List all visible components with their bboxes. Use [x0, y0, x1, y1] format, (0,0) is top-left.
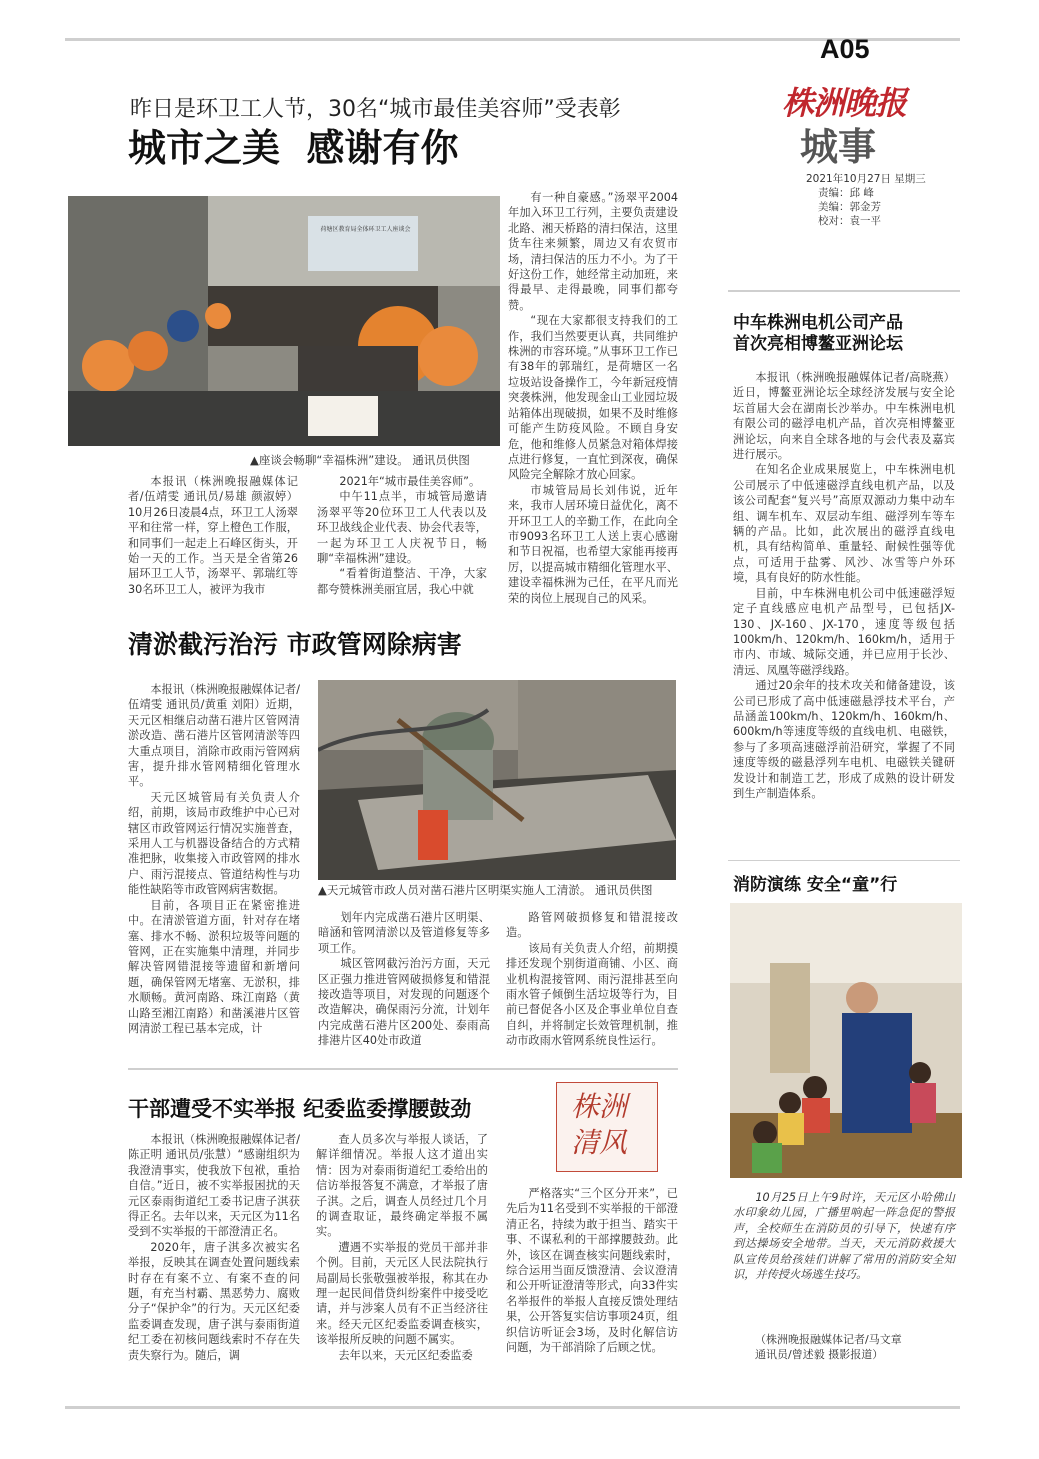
editor-line: 责编：邱 峰 — [818, 187, 874, 199]
proof-line: 校对：袁一平 — [818, 215, 881, 227]
article4-title: 中车株洲电机公司产品 首次亮相博鳌亚洲论坛 — [733, 313, 903, 354]
paragraph: “看着街道整洁、干净，大家都夸赞株洲美丽宜居，我心中就 — [317, 567, 487, 596]
article5-credit — [733, 1332, 955, 1363]
paragraph: 遭遇不实举报的党员干部并非个例。目前，天元区人民法院执行局副局长张敬强被举报，称其在办理一起民间借贷纠纷案件中接受吃请，并与涉案人员有不正当经济往来。经天元区纪委监委调查核实，该举报所反映的问题不属实。 — [316, 1240, 488, 1347]
photo-banner-text: 荷塘区教育局全体环卫工人座谈会 — [320, 226, 411, 233]
meta-block — [806, 172, 956, 228]
article2-caption: ▲天元城管市政人员对凿石港片区明渠实施人工清淤。 通讯员供图 — [318, 883, 653, 897]
paragraph: 本报讯（株洲晚报融媒体记者/伍靖雯 通讯员/易雄 颜淑婷）10月26日凌晨4点，环卫工人汤翠平和往常一样，穿上橙色工作服，和同事们一起走上石峰区街头，开始一天的工作。当天是全省第26届环卫工人节，汤翠平、郭瑞红等30名环卫工人，被评为我市 — [128, 475, 298, 596]
article1-col3 — [508, 190, 678, 606]
paragraph: 通讯员/曾述毅 摄影报道） — [755, 1348, 884, 1362]
paragraph: 划年内完成凿石港片区明渠、暗涵和管网清淤以及管道修复等多项工作。 — [318, 911, 490, 955]
paragraph: 2021年“城市最佳美容师”。 — [339, 475, 481, 488]
paper-name: 株洲晚报 — [782, 84, 907, 122]
paragraph: 中午11点半，市城管局邀请汤翠平等20位环卫工人代表以及环卫战线企业代表、协会代表等，一起为环卫工人庆祝节日，畅聊“幸福株洲”建设。 — [317, 490, 487, 566]
article2-col2 — [318, 910, 490, 1049]
article1-col2 — [317, 474, 487, 597]
article1-kicker: 昨日是环卫工人节，30名“城市最佳美容师”受表彰 — [130, 97, 621, 122]
article3-col1 — [128, 1132, 300, 1363]
paragraph: 有一种自豪感。”汤翠平2004年加入环卫工行列，主要负责建设北路、湘天桥路的清扫保洁，这里货车往来频繁，周边又有农贸市场，清扫保洁的压力不小。为了干好这份工作，她经常主动加班，来得最早、走得最晚，同事们都夸赞。 — [508, 191, 678, 312]
paragraph: 该局有关负责人介绍，前期摸排还发现个别街道商铺、小区、商业机构混接管网、雨污混排甚至向雨水管子倾倒生活垃圾等行为，目前已督促各小区及企事业单位自查自纠，并将制定长效管理机制，推动市政雨水管网系统良性运行。 — [506, 941, 678, 1048]
paragraph: 通过20余年的技术攻关和储备建设，该公司已形成了高中低速磁悬浮技术平台，产品涵盖100km/h、120km/h、160km/h、600km/h等速度等级的直线电机、电磁铁，参与了多项高速磁浮前沿研究，掌握了不同速度等级的磁悬浮列车电机、电磁铁关键研发设计和制造工艺，形成了成熟的设计研发到生产制造体系。 — [733, 679, 955, 800]
article1-photo — [68, 196, 500, 446]
article3-col3 — [506, 1186, 678, 1355]
rule-article5 — [728, 860, 960, 861]
paragraph: 城区管网截污治污方面，天元区正强力推进管网破损修复和错混接改造等项目，对发现的问题逐个改造解决，确保雨污分流，计划年内完成凿石港片区200处、泰雨高排港片区40处市政道 — [318, 957, 490, 1048]
article4-body — [733, 370, 955, 801]
article2-title: 清淤截污治污 市政管网除病害 — [128, 630, 462, 659]
right-col-rule — [728, 290, 960, 292]
paragraph: （株洲晚报融媒体记者/马文章 — [755, 1333, 902, 1346]
paragraph: 严格落实“三个区分开来”，已先后为11名受到不实举报的干部澄清正名，持续为敢于担当、踏实干事、不谋私利的干部撑腰鼓劲。此外，该区在调查核实问题线索时，综合运用当面反馈澄清、会议澄清和公开听证澄清等形式，向33件实名举报件的举报人直接反馈处理结果，公开答复实信访事项24页，组织信访听证会3场，及时化解信访问题，为干部消除了后顾之忧。 — [506, 1187, 678, 1355]
paragraph: 本报讯（株洲晚报融媒体记者/伍靖雯 通讯员/黄重 刘阳）近期，天元区相继启动凿石港片区管网清淤改造、凿石港片区管网清淤等四大重点项目，消除市政雨污管网病害，提升排水管网精细化管理水平。 — [128, 683, 300, 789]
seal-text: 株洲清风 — [571, 1090, 628, 1159]
paragraph: “现在大家都很支持我们的工作，我们当然要更认真，共同维护株洲的市容环境。”从事环卫工作已有38年的郭瑞红，是荷塘区一名垃圾站设备操作工，今年新冠疫情突袭株洲，他发现金山工业园垃圾站箱体出现破损，如果不及时维修可能产生防疫风险。不顾自身安危，他和维修人员紧急对箱体焊接点进行修复，一直忙到深夜，确保风险完全解除才放心回家。 — [508, 314, 678, 482]
article1-title: 城市之美 感谢有你 — [128, 126, 459, 170]
article2-col1 — [128, 682, 300, 1036]
paragraph: 目前，各项目正在紧密推进中。在清淤管道方面，针对存在堵塞、排水不畅、淤积垃圾等问题的管网，正在实施集中清理，并同步解决管网错混接等遗留和新增问题，确保管网无堵塞、无淤积，排水顺畅。黄河南路、珠江南路（黄山路至湘江南路）和凿溪港片区管网清淤工程已基本完成，计 — [128, 898, 300, 1035]
bottom-rule — [65, 1406, 960, 1409]
article5-title: 消防演练 安全“童”行 — [733, 875, 898, 895]
paragraph: 天元区城管局有关负责人介绍，前期，该局市政维护中心已对辖区市政管网运行情况实施普查，采用人工与机器设备结合的方式精准把脉，收集接入市政管网的排水户、雨污混接点、管道结构性与功能性缺陷等市政管网病害数据。 — [128, 790, 300, 897]
paragraph: 查人员多次与举报人谈话，了解详细情况。举报人这才道出实情：因为对泰雨街道纪工委给出的信访举报答复不满意，才举报了唐子淇。之后，调查人员经过几个月的调查取证，最终确定举报不属实。 — [316, 1133, 488, 1239]
page-number: A05 — [820, 34, 870, 64]
paragraph: 2020年，唐子淇多次被实名举报，反映其在调查处置问题线索时存在有案不立、有案不查的问题，有充当村霸、黑恶势力、腐败分子“保护伞”的行为。天元区纪委监委调查发现，唐子淇与泰雨街道纪工委在初核问题线索时不存在失责失察行为。随后，调 — [128, 1240, 300, 1362]
paragraph: 路管网破损修复和错混接改造。 — [506, 911, 678, 940]
paragraph: 市城管局局长刘伟说，近年来，我市人居环境日益优化，离不开环卫工人的辛勤工作，在此向全市9093名环卫工人送上衷心感谢和节日祝福，也希望大家能再接再厉，以提高城市精细化管理水平、建设幸福株洲为己任，在平凡而光荣的岗位上展现自己的风采。 — [508, 483, 678, 605]
paragraph: 去年以来，天元区纪委监委 — [338, 1348, 473, 1362]
article2-photo — [318, 680, 676, 880]
paragraph: 目前，中车株洲电机公司中低速磁浮短定子直线感应电机产品型号，已包括JX-130、JX-160、JX-170，速度等级包括100km/h、120km/h、160km/h，适用于市内、市域、城际交通，并已应用于长沙、清远、凤凰等磁浮线路。 — [733, 586, 955, 677]
article3-seal — [556, 1082, 658, 1172]
article5-photo — [730, 903, 962, 1178]
paragraph: 10月25日上午9时许，天元区小哈佛山水印象幼儿园，广播里响起一阵急促的警报声，全校师生在消防员的引导下，快速有序到达操场安全地带。当天，天元消防救援大队宣传员给孩娃们讲解了常用的消防安全知识，并传授火场逃生技巧。 — [733, 1191, 955, 1282]
designer-line: 美编：郭金芳 — [818, 201, 881, 213]
article3-col2 — [316, 1132, 488, 1363]
masthead-logo — [782, 78, 907, 122]
paragraph: 本报讯（株洲晚报融媒体记者/陈正明 通讯员/张慧）“感谢组织为我澄清事实，使我放下包袱，重拾自信。”近日，被不实举报困扰的天元区泰雨街道纪工委书记唐子淇获得正名。去年以来，天元区为11名受到不实举报的干部澄清正名。 — [128, 1133, 300, 1239]
article1-caption: ▲座谈会畅聊“幸福株洲”建设。 通讯员供图 — [250, 453, 470, 467]
article3-title: 干部遭受不实举报 纪委监委撑腰鼓劲 — [128, 1097, 472, 1121]
date-line: 2021年10月27日 星期三 — [806, 173, 926, 185]
paragraph: 本报讯（株洲晚报融媒体记者/高晓燕）近日，博鳌亚洲论坛全球经济发展与安全论坛首届大会在湖南长沙举办。中车株洲电机有限公司的磁浮电机产品，首次亮相博鳌亚洲论坛，向来自全球各地的与会代表及嘉宾进行展示。 — [733, 371, 955, 462]
article2-col3 — [506, 910, 678, 1049]
rule-article3 — [128, 1068, 678, 1070]
section-name: 城事 — [800, 124, 877, 169]
paragraph: 在知名企业成果展览上，中车株洲电机公司展示了中低速磁浮直线电机产品，以及该公司配套“复兴号”高原双源动力集中动车组、调车机车、双层动车组、磁浮列车等车辆的产品。比如，此次展出的磁浮直线电机，具有结构简单、重量轻、耐候性强等优点，可适用于盐雾、风沙、冰雪等户外环境，具有良好的防水性能。 — [733, 463, 955, 585]
article1-col1 — [128, 474, 298, 597]
article5-body — [733, 1190, 955, 1282]
